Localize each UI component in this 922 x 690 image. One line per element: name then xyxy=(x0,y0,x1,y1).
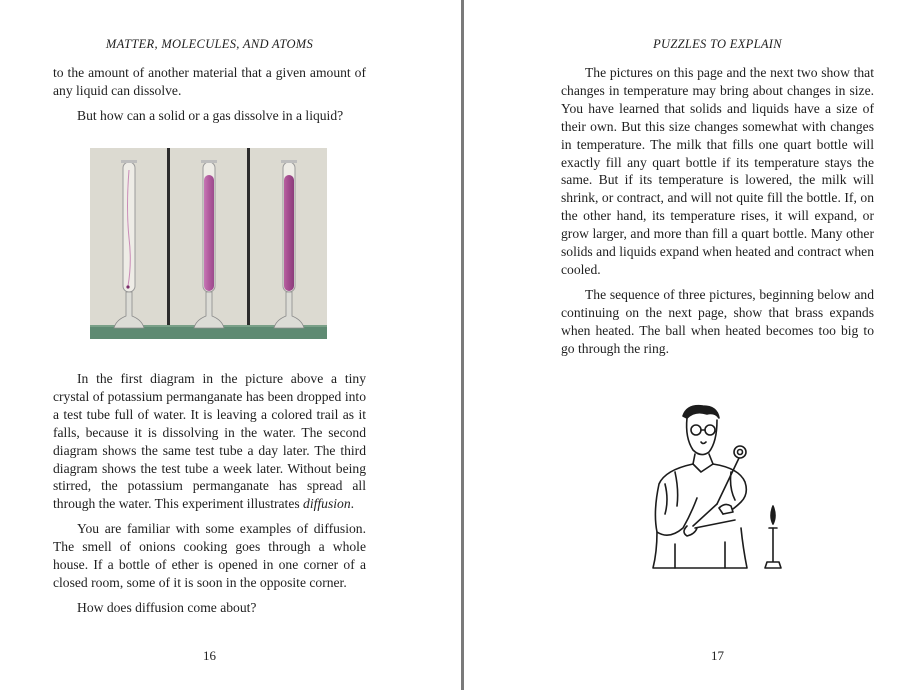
paragraph: to the amount of another material that a given amount of any liquid can dissolve. xyxy=(53,65,366,98)
paragraph: In the first diagram in the picture above a tiny crystal of potassium permanganate has been dropped into a test tube full of water. It is leaving a colored trail as it falls, because it is dissolving in the water. The second diagram shows the same test tube a day later. The third diagram shows the test tube a week later. Without being stirred, the potassium permanganate has spread all through the water. This experiment illustrates diffusion. xyxy=(53,371,366,512)
running-head: PUZZLES TO EXPLAIN xyxy=(653,37,782,51)
page-number: 17 xyxy=(711,648,724,663)
page-number: 16 xyxy=(203,648,216,663)
running-head: MATTER, MOLECULES, AND ATOMS xyxy=(105,37,314,51)
test-tube-diffusion-illustration xyxy=(90,148,327,339)
emphasis-term: diffusion xyxy=(303,496,351,512)
paragraph: But how can a solid or a gas dissolve in a liquid? xyxy=(77,107,344,123)
body-text-bottom xyxy=(53,370,366,624)
body-text xyxy=(561,64,874,365)
paragraph: You are familiar with some examples of diffusion. The smell of onions cooking goes through a whole house. If a bottle of ether is opened in one corner of a closed room, some of it is soon in the opposite corner. xyxy=(53,521,366,590)
book-gutter xyxy=(461,0,464,690)
paragraph: The sequence of three pictures, beginning below and continuing on the next page, show that brass expands when heated. The ball when heated becomes too big to go through the ring. xyxy=(561,286,874,356)
paragraph: How does diffusion come about? xyxy=(77,599,257,615)
paragraph: The pictures on this page and the next two show that changes in temperature may bring about changes in size. You have learned that solids and liquids have a size of their own. But this size changes somewhat with changes in temperature. The milk that fills one quart bottle will exactly fill any quart bottle if its temperature stays the same. But if its temperature is lowered, the milk will shrink, or contract, and will not quite fill the bottle. If, on the other hand, its temperature rises, it will expand, or grow larger, and more than fill a quart bottle. Many other solids and liquids expand when heated and contract when cooled. xyxy=(561,65,874,277)
right-page xyxy=(465,0,922,690)
body-text-top xyxy=(53,64,366,132)
scientist-heating-brass-ball-illustration xyxy=(635,402,785,574)
